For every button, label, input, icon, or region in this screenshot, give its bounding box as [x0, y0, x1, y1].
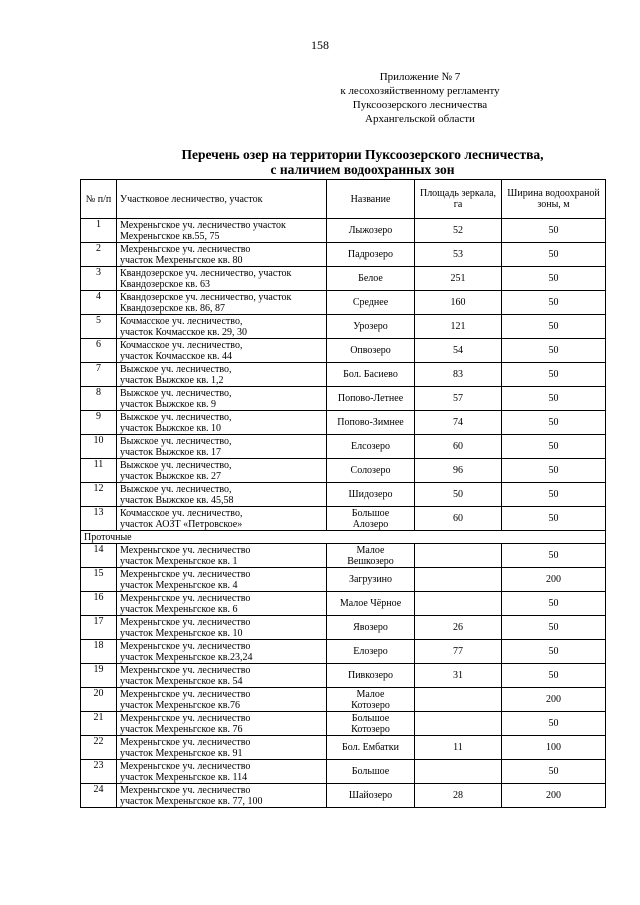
row-location	[117, 411, 327, 435]
row-lake-name: Явозеро	[327, 616, 415, 640]
row-area: 28	[415, 784, 502, 808]
row-location	[117, 363, 327, 387]
location-line: Мехреньгское уч. лесничество	[120, 616, 251, 628]
appendix-note	[300, 70, 540, 126]
row-location	[117, 760, 327, 784]
row-lake-name: Елозеро	[327, 640, 415, 664]
row-number: 18	[81, 640, 117, 664]
row-lake-name: Большое	[327, 760, 415, 784]
location-line: участок Кочмасское кв. 29, 30	[120, 326, 248, 338]
row-zone-width: 50	[502, 219, 606, 243]
row-number: 11	[81, 459, 117, 483]
row-area: 52	[415, 219, 502, 243]
row-zone-width: 200	[502, 568, 606, 592]
row-location	[117, 459, 327, 483]
location-line: Мехреньгское уч. лесничество участок	[120, 219, 286, 231]
table-row	[81, 363, 606, 387]
row-number: 24	[81, 784, 117, 808]
header-num: № п/п	[81, 180, 117, 219]
header-width: Ширина водоохраной зоны, м	[502, 180, 606, 219]
location-line: участок Мехреньгское кв. 80	[120, 254, 243, 266]
row-lake-name	[327, 688, 415, 712]
page-number: 158	[311, 38, 329, 52]
row-lake-name: Загрузино	[327, 568, 415, 592]
location-line: участок Выжское кв. 27	[120, 470, 222, 482]
lake-name-line: Котозеро	[351, 699, 390, 711]
row-number: 22	[81, 736, 117, 760]
location-line: участок Мехреньгское кв. 4	[120, 579, 238, 591]
location-line: Выжское уч. лесничество,	[120, 411, 232, 423]
row-area: 77	[415, 640, 502, 664]
location-line: участок Мехреньгское кв.76	[120, 699, 240, 711]
row-area	[415, 544, 502, 568]
row-lake-name: Лыжозеро	[327, 219, 415, 243]
row-zone-width: 50	[502, 387, 606, 411]
row-number: 5	[81, 315, 117, 339]
table-row	[81, 243, 606, 267]
table-header-row	[81, 180, 606, 219]
location-line: Мехреньгское уч. лесничество	[120, 712, 251, 724]
row-area: 60	[415, 507, 502, 531]
row-zone-width: 200	[502, 784, 606, 808]
row-zone-width: 50	[502, 339, 606, 363]
row-number: 13	[81, 507, 117, 531]
row-location	[117, 219, 327, 243]
row-area	[415, 712, 502, 736]
table-row	[81, 507, 606, 531]
table-row	[81, 315, 606, 339]
location-line: Кочмасское уч. лесничество,	[120, 315, 243, 327]
row-zone-width: 100	[502, 736, 606, 760]
row-number: 14	[81, 544, 117, 568]
title-line: с наличием водоохранных зон	[270, 162, 455, 177]
row-location	[117, 640, 327, 664]
location-line: Мехреньгское уч. лесничество	[120, 736, 251, 748]
lake-name-line: Малое	[356, 544, 385, 556]
appendix-line: Пуксоозерского лесничества	[352, 99, 488, 111]
location-line: участок Выжское кв. 45,58	[120, 494, 234, 506]
row-area: 121	[415, 315, 502, 339]
row-zone-width: 50	[502, 291, 606, 315]
location-line: участок Мехреньгское кв. 6	[120, 603, 238, 615]
location-line: участок Мехреньгское кв. 76	[120, 723, 243, 735]
row-area: 83	[415, 363, 502, 387]
row-location	[117, 592, 327, 616]
row-number: 9	[81, 411, 117, 435]
row-area: 50	[415, 483, 502, 507]
table-row	[81, 219, 606, 243]
location-line: Выжское уч. лесничество,	[120, 363, 232, 375]
table-row	[81, 291, 606, 315]
row-number: 1	[81, 219, 117, 243]
row-zone-width: 50	[502, 640, 606, 664]
row-number: 6	[81, 339, 117, 363]
row-location	[117, 784, 327, 808]
row-number: 23	[81, 760, 117, 784]
row-location	[117, 616, 327, 640]
row-number: 8	[81, 387, 117, 411]
row-lake-name: Елсозеро	[327, 435, 415, 459]
row-zone-width: 50	[502, 411, 606, 435]
row-zone-width: 50	[502, 267, 606, 291]
location-line: участок Мехреньгское кв. 77, 100	[120, 795, 263, 807]
row-location	[117, 688, 327, 712]
location-line: Выжское уч. лесничество,	[120, 483, 232, 495]
row-number: 19	[81, 664, 117, 688]
location-line: Мехреньгское уч. лесничество	[120, 592, 251, 604]
location-line: участок Мехреньгское кв. 91	[120, 747, 243, 759]
row-lake-name: Опвозеро	[327, 339, 415, 363]
table-row	[81, 483, 606, 507]
row-location	[117, 387, 327, 411]
row-area	[415, 688, 502, 712]
row-location	[117, 291, 327, 315]
row-zone-width: 50	[502, 664, 606, 688]
row-location	[117, 483, 327, 507]
location-line: Квандозерское уч. лесничество, участок	[120, 267, 292, 279]
appendix-line: Архангельской области	[365, 113, 475, 125]
row-zone-width: 50	[502, 760, 606, 784]
document-title	[0, 147, 640, 177]
location-line: Мехреньгское уч. лесничество	[120, 568, 251, 580]
location-line: Кочмасское уч. лесничество,	[120, 339, 243, 351]
row-lake-name: Шидозеро	[327, 483, 415, 507]
row-location	[117, 507, 327, 531]
location-line: участок Выжское кв. 1,2	[120, 374, 224, 386]
location-line: Мехреньгское уч. лесничество	[120, 760, 251, 772]
row-area: 251	[415, 267, 502, 291]
row-lake-name: Шайозеро	[327, 784, 415, 808]
row-zone-width: 50	[502, 544, 606, 568]
location-line: участок АОЗТ «Петровское»	[120, 518, 243, 530]
row-location	[117, 243, 327, 267]
row-lake-name: Малое Чёрное	[327, 592, 415, 616]
location-line: Выжское уч. лесничество,	[120, 387, 232, 399]
lake-name-line: Большое	[351, 507, 390, 519]
table-row	[81, 267, 606, 291]
table-row	[81, 387, 606, 411]
row-area: 74	[415, 411, 502, 435]
row-location	[117, 267, 327, 291]
row-area: 160	[415, 291, 502, 315]
row-area: 60	[415, 435, 502, 459]
row-zone-width: 50	[502, 712, 606, 736]
table-row	[81, 712, 606, 736]
row-number: 4	[81, 291, 117, 315]
row-number: 15	[81, 568, 117, 592]
row-location	[117, 568, 327, 592]
table-row	[81, 435, 606, 459]
row-number: 16	[81, 592, 117, 616]
row-lake-name: Пивкозеро	[327, 664, 415, 688]
table-row	[81, 760, 606, 784]
location-line: Квандозерское кв. 86, 87	[120, 302, 225, 314]
lake-name-line: Алозеро	[352, 518, 389, 530]
table-row	[81, 664, 606, 688]
row-location	[117, 315, 327, 339]
location-line: Мехреньгское уч. лесничество	[120, 544, 251, 556]
row-lake-name	[327, 712, 415, 736]
location-line: участок Выжское кв. 9	[120, 398, 217, 410]
location-line: участок Мехреньгское кв. 1	[120, 555, 238, 567]
header-area: Площадь зеркала, га	[415, 180, 502, 219]
location-line: Мехреньгское уч. лесничество	[120, 784, 251, 796]
row-lake-name: Среднее	[327, 291, 415, 315]
table-row	[81, 411, 606, 435]
table-row	[81, 688, 606, 712]
location-line: участок Выжское кв. 10	[120, 422, 222, 434]
lakes-table	[80, 179, 606, 808]
row-number: 20	[81, 688, 117, 712]
lake-name-line: Малое	[356, 688, 385, 700]
row-area: 53	[415, 243, 502, 267]
row-zone-width: 50	[502, 243, 606, 267]
location-line: участок Мехреньгское кв. 10	[120, 627, 243, 639]
row-number: 12	[81, 483, 117, 507]
row-location	[117, 435, 327, 459]
table-row	[81, 736, 606, 760]
row-lake-name: Бол. Басиево	[327, 363, 415, 387]
location-line: Квандозерское уч. лесничество, участок	[120, 291, 292, 303]
table-row	[81, 592, 606, 616]
table-row	[81, 459, 606, 483]
row-area: 26	[415, 616, 502, 640]
table-row	[81, 544, 606, 568]
row-zone-width: 50	[502, 592, 606, 616]
section-row	[81, 531, 606, 544]
row-number: 21	[81, 712, 117, 736]
row-area: 54	[415, 339, 502, 363]
row-number: 17	[81, 616, 117, 640]
location-line: участок Кочмасское кв. 44	[120, 350, 233, 362]
row-area: 11	[415, 736, 502, 760]
location-line: Мехреньгское уч. лесничество	[120, 688, 251, 700]
row-lake-name: Бол. Ембатки	[327, 736, 415, 760]
location-line: участок Выжское кв. 17	[120, 446, 222, 458]
row-location	[117, 339, 327, 363]
lake-name-line: Вешкозеро	[347, 555, 394, 567]
table-row	[81, 616, 606, 640]
row-lake-name: Попово-Летнее	[327, 387, 415, 411]
location-line: Мехреньгское кв.55, 75	[120, 230, 220, 242]
location-line: участок Мехреньгское кв. 54	[120, 675, 243, 687]
table-row	[81, 339, 606, 363]
appendix-line: Приложение № 7	[379, 71, 461, 83]
row-zone-width: 50	[502, 507, 606, 531]
row-number: 2	[81, 243, 117, 267]
row-area: 96	[415, 459, 502, 483]
table-body	[81, 219, 606, 808]
location-line: Мехреньгское уч. лесничество	[120, 243, 251, 255]
table-row	[81, 784, 606, 808]
location-line: Квандозерское кв. 63	[120, 278, 210, 290]
row-location	[117, 712, 327, 736]
row-lake-name	[327, 544, 415, 568]
title-line: Перечень озер на территории Пуксоозерского лесничества,	[181, 147, 544, 162]
row-area: 57	[415, 387, 502, 411]
row-number: 3	[81, 267, 117, 291]
row-zone-width: 50	[502, 616, 606, 640]
row-lake-name: Солозеро	[327, 459, 415, 483]
table-row	[81, 640, 606, 664]
location-line: Выжское уч. лесничество,	[120, 435, 232, 447]
location-line: Мехреньгское уч. лесничество	[120, 640, 251, 652]
row-zone-width: 50	[502, 315, 606, 339]
header-location: Участковое лесничество, участок	[117, 180, 327, 219]
row-location	[117, 664, 327, 688]
row-number: 7	[81, 363, 117, 387]
row-area	[415, 592, 502, 616]
row-location	[117, 544, 327, 568]
row-zone-width: 50	[502, 435, 606, 459]
location-line: Мехреньгское уч. лесничество	[120, 664, 251, 676]
row-zone-width: 50	[502, 483, 606, 507]
table-row	[81, 568, 606, 592]
row-zone-width: 200	[502, 688, 606, 712]
lake-name-line: Котозеро	[351, 723, 390, 735]
row-location	[117, 736, 327, 760]
location-line: участок Мехреньгское кв. 114	[120, 771, 248, 783]
section-label: Проточные	[81, 531, 606, 544]
location-line: Выжское уч. лесничество,	[120, 459, 232, 471]
row-area: 31	[415, 664, 502, 688]
appendix-line: к лесохозяйственному регламенту	[340, 85, 500, 97]
row-area	[415, 568, 502, 592]
location-line: Кочмасское уч. лесничество,	[120, 507, 243, 519]
row-number: 10	[81, 435, 117, 459]
row-zone-width: 50	[502, 459, 606, 483]
lake-name-line: Большое	[351, 712, 390, 724]
row-area	[415, 760, 502, 784]
row-lake-name: Падрозеро	[327, 243, 415, 267]
row-lake-name	[327, 507, 415, 531]
row-lake-name: Урозеро	[327, 315, 415, 339]
row-zone-width: 50	[502, 363, 606, 387]
row-lake-name: Попово-Зимнее	[327, 411, 415, 435]
row-lake-name: Белое	[327, 267, 415, 291]
header-name: Название	[327, 180, 415, 219]
location-line: участок Мехреньгское кв.23,24	[120, 651, 253, 663]
